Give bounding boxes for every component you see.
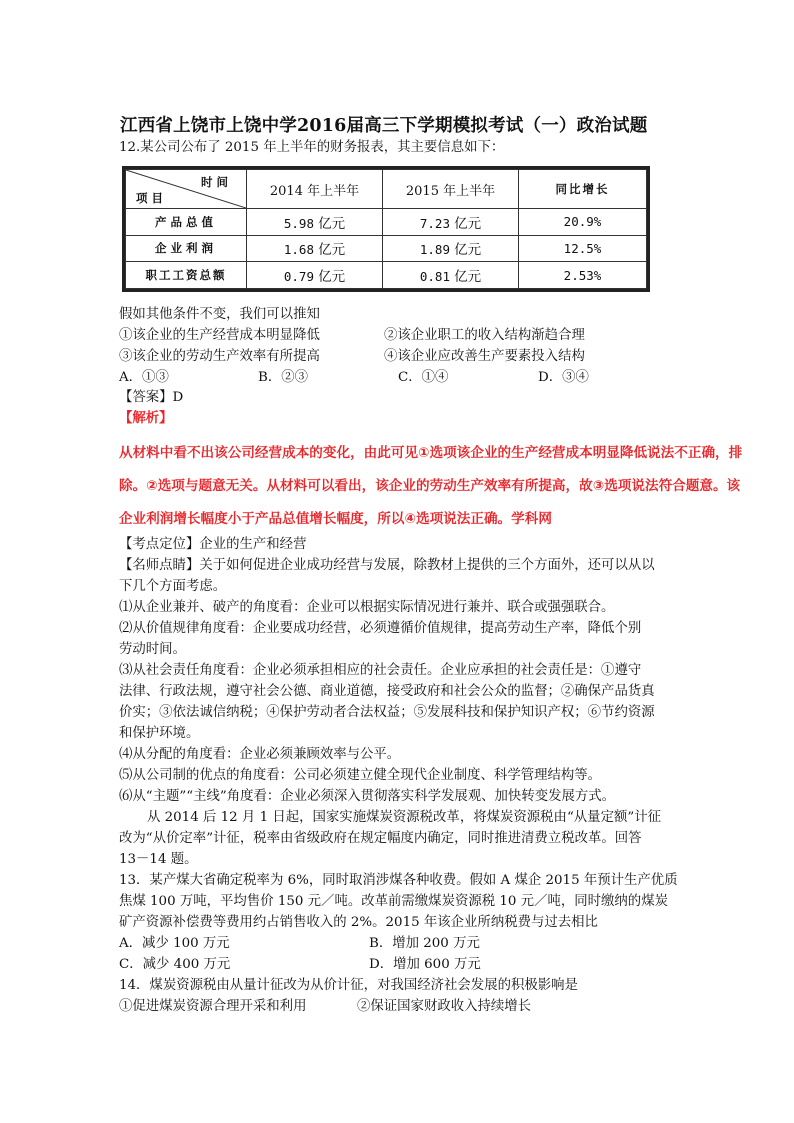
option-a: A．①③ xyxy=(119,370,169,385)
table-row xyxy=(126,262,647,289)
point-3a: ⑶从社会责任角度看：企业必须承担相应的社会责任。企业应承担的社会责任是：①遵守 xyxy=(119,663,642,678)
page-title: 江西省上饶市上饶中学2016届高三下学期模拟考试（一）政治试题 xyxy=(120,116,648,136)
analysis-line-1: 从材料中看不出该公司经营成本的变化，由此可见①选项该企业的生产经营成本明显降低说法不正确，排 xyxy=(119,445,743,461)
analysis-tag: 【解析】 xyxy=(119,410,173,426)
intro-line-1: 从 2014 后 12 月 1 日起，国家实施煤炭资源税改革，将煤炭资源税由“从量定额”计征 xyxy=(147,810,661,825)
row-label: 职工工资总额 xyxy=(126,262,247,289)
financial-table xyxy=(122,166,650,292)
q13-option-c: C．减少 400 万元 xyxy=(119,957,231,972)
point-3c: 价实；③依法诚信纳税；④保护劳动者合法权益；⑤发展科技和保护知识产权；⑥节约资源 xyxy=(119,705,655,720)
row-label: 企业利润 xyxy=(126,235,247,262)
cell-2014: 0.79 亿元 xyxy=(247,262,383,289)
point-4: ⑷从分配的角度看：企业必须兼顾效率与公平。 xyxy=(119,747,401,762)
answer-label: 【答案】D xyxy=(119,390,184,405)
table-corner-cell xyxy=(126,170,247,209)
corner-label-time: 时间 xyxy=(201,175,232,189)
point-6: ⑹从“主题”“主线”角度看：企业必须深入贯彻落实科学发展观、加快转变发展方式。 xyxy=(119,789,616,804)
table-row xyxy=(126,235,647,262)
q12-prompt: 假如其他条件不变，我们可以推知 xyxy=(119,307,320,322)
point-3b: 法律、行政法规，遵守社会公德、商业道德，接受政府和社会公众的监督；②确保产品货真 xyxy=(119,684,655,699)
column-header-2014: 2014 年上半年 xyxy=(247,170,383,209)
cell-2015: 1.89 亿元 xyxy=(383,235,519,262)
cell-2014: 1.68 亿元 xyxy=(247,235,383,262)
point-5: ⑸从公司制的优点的角度看：公司必须建立健全现代企业制度、科学管理结构等。 xyxy=(119,768,602,783)
table-row xyxy=(126,209,647,236)
q13-line-3: 矿产资源补偿费等费用约占销售收入的 2%。2015 年该企业所纳税费与过去相比 xyxy=(119,915,598,930)
row-label: 产品总值 xyxy=(126,209,247,236)
q12-stem: 12.某公司公布了 2015 年上半年的财务报表，其主要信息如下： xyxy=(119,140,505,155)
intro-line-2: 改为“从价定率”计征，税率由省级政府在规定幅度内确定，同时推进清费立税改革。回答 xyxy=(119,831,642,846)
q14-statement-1: ①促进煤炭资源合理开采和利用 xyxy=(119,999,307,1014)
q13-option-b: B．增加 200 万元 xyxy=(369,936,480,951)
option-c: C．①④ xyxy=(398,370,449,385)
kaodian-line: 【考点定位】企业的生产和经营 xyxy=(119,537,307,552)
analysis-line-2: 除。②选项与题意无关。从材料可以看出，该企业的劳动生产效率有所提高，故③选项说法符合题意。该 xyxy=(119,478,741,494)
q13-option-d: D．增加 600 万元 xyxy=(369,957,481,972)
corner-label-item: 项目 xyxy=(136,191,167,205)
point-2a: ⑵从价值规律角度看：企业要成功经营，必须遵循价值规律，提高劳动生产率，降低个别 xyxy=(119,621,642,636)
point-3d: 和保护环境。 xyxy=(119,726,200,741)
statement-2: ②该企业职工的收入结构渐趋合理 xyxy=(384,328,585,343)
q13-option-a: A．减少 100 万元 xyxy=(119,936,230,951)
analysis-line-3: 企业利润增长幅度小于产品总值增长幅度，所以④选项说法正确。学科网 xyxy=(119,511,552,527)
point-1: ⑴从企业兼并、破产的角度看：企业可以根据实际情况进行兼并、联合或强强联合。 xyxy=(119,600,615,615)
mingshi-line-1: 【名师点睛】关于如何促进企业成功经营与发展，除教材上提供的三个方面外，还可以从以 xyxy=(119,558,655,573)
option-d: D．③④ xyxy=(538,370,589,385)
q13-line-1: 13．某产煤大省确定税率为 6%，同时取消涉煤各种收费。假如 A 煤企 2015 年预计生产优质 xyxy=(119,873,678,888)
cell-growth: 20.9% xyxy=(519,209,647,236)
statement-3: ③该企业的劳动生产效率有所提高 xyxy=(119,349,320,364)
mingshi-line-2: 下几个方面考虑。 xyxy=(119,579,227,594)
column-header-growth: 同比增长 xyxy=(519,170,647,209)
q14-statement-2: ②保证国家财政收入持续增长 xyxy=(357,999,532,1014)
statement-1: ①该企业的生产经营成本明显降低 xyxy=(119,328,320,343)
point-2b: 劳动时间。 xyxy=(119,642,186,657)
option-b: B．②③ xyxy=(258,370,309,385)
intro-line-3: 13－14 题。 xyxy=(119,852,198,867)
table-header-row xyxy=(126,170,647,209)
cell-growth: 2.53% xyxy=(519,262,647,289)
cell-2014: 5.98 亿元 xyxy=(247,209,383,236)
cell-2015: 7.23 亿元 xyxy=(383,209,519,236)
q14-line-1: 14．煤炭资源税由从量计征改为从价计征，对我国经济社会发展的积极影响是 xyxy=(119,978,578,993)
cell-2015: 0.81 亿元 xyxy=(383,262,519,289)
column-header-2015: 2015 年上半年 xyxy=(383,170,519,209)
cell-growth: 12.5% xyxy=(519,235,647,262)
q13-line-2: 焦煤 100 万吨，平均售价 150 元／吨。改革前需缴煤炭资源税 10 元／吨，同时缴纳的煤炭 xyxy=(119,894,668,909)
statement-4: ④该企业应改善生产要素投入结构 xyxy=(384,349,585,364)
